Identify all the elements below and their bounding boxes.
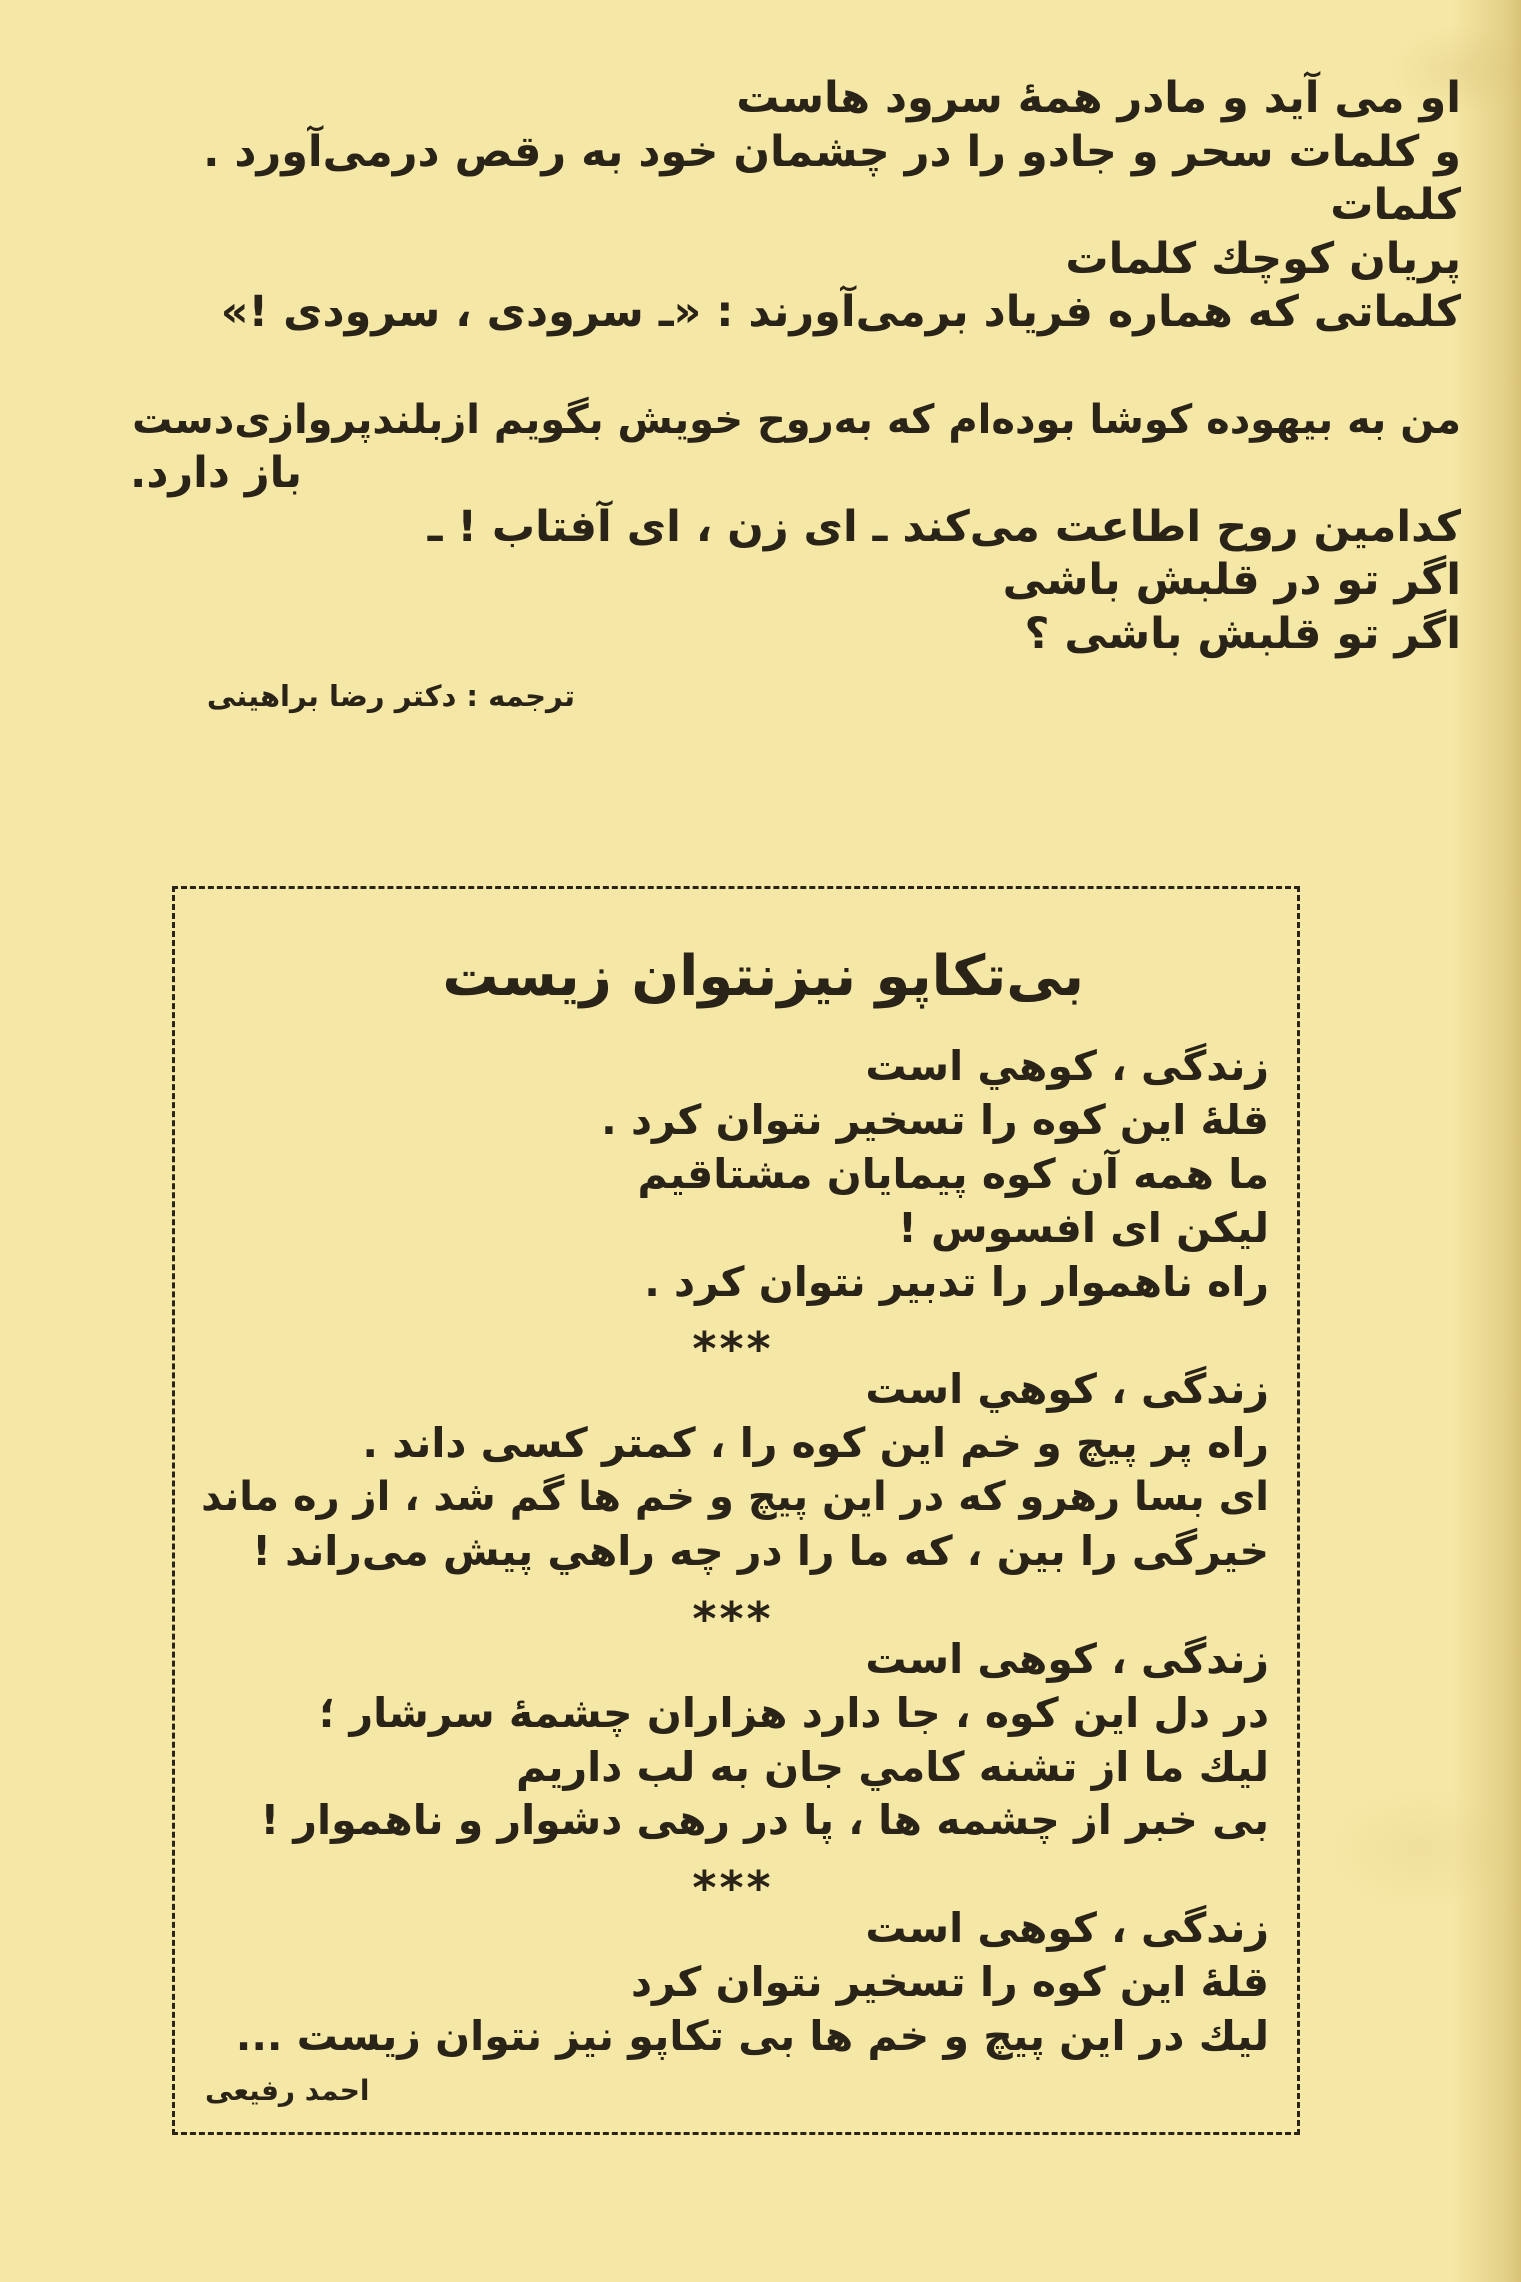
intro-line: من به بیهوده کوشا بوده‌ام که به‌روح خویش بگویم ازبلندپروازی‌دست	[132, 396, 1461, 443]
stanza-4	[197, 1902, 1269, 2064]
intro-line-runover: باز دارد.	[130, 448, 302, 499]
poem-line: قلهٔ این کوه را تسخیر نتوان کرد .	[601, 1095, 1269, 1144]
poem-line: ای بسا رهرو که در این پیچ و خم ها گم شد ، از ره ماند	[201, 1474, 1269, 1521]
intro-line: کلماتی که هماره فریاد برمی‌آورند : «ـ سرودی ، سرودی !»	[220, 287, 1461, 338]
poem-line: لیك ما از تشنه کامي جان به لب داریم	[516, 1742, 1269, 1791]
poem-line: زندگی ، کوهي است	[865, 1365, 1269, 1414]
poem-body	[197, 1040, 1269, 2118]
poem-line: زندگی ، کوهی است	[865, 1904, 1269, 1953]
poem-box	[172, 886, 1300, 2135]
poem-line: لیك در این پیچ و خم ها بی تکاپو نیز نتوان زیست ...	[235, 2012, 1269, 2061]
intro-line: اگر تو در قلبش باشی	[1002, 555, 1461, 606]
intro-line: کدامین روح اطاعت می‌کند ـ ای زن ، ای آفتاب ! ـ	[427, 501, 1461, 552]
intro-line: او می آید و مادر همهٔ سرود هاست	[736, 73, 1461, 123]
poem-line: زندگی ، کوهی است	[865, 1634, 1269, 1683]
poem-title: بی‌تکاپو نیزنتوان زیست	[442, 944, 1084, 1009]
stanza-separator: ***	[692, 1861, 774, 1916]
poem-line: خیرگی را بین ، که ما را در چه راهي پیش می‌راند !	[252, 1527, 1269, 1576]
poem-author: احمد رفیعی	[205, 2073, 370, 2107]
poem-line: در دل این کوه ، جا دارد هزاران چشمهٔ سرشار ؛	[318, 1688, 1269, 1737]
stanza-separator: ***	[692, 1322, 774, 1377]
poem-line: راه پر پیچ و خم این کوه را ، کمتر کسی داند .	[362, 1419, 1269, 1468]
intro-line: پریان کوچك کلمات	[1065, 233, 1461, 284]
intro-line: و کلمات سحر و جادو را در چشمان خود به رقص درمی‌آورد .	[203, 126, 1461, 177]
poem-line: لیکن ای افسوس !	[898, 1203, 1269, 1252]
stanza-3	[197, 1633, 1269, 1849]
intro-line: کلمات	[1330, 180, 1461, 231]
poem-line: راه ناهموار را تدبیر نتوان کرد .	[644, 1257, 1269, 1306]
stanza-2	[197, 1363, 1269, 1579]
poem-line: بی خبر از چشمه ها ، پا در رهی دشوار و ناهموار !	[260, 1796, 1269, 1845]
poem-line: زندگی ، کوهي است	[865, 1042, 1269, 1090]
stanza-1	[197, 1040, 1269, 1309]
poem-line: قلهٔ این کوه را تسخیر نتوان کرد	[630, 1958, 1269, 2007]
stanza-separator: ***	[692, 1591, 774, 1646]
intro-paragraph-1	[130, 72, 1461, 340]
poem-line: ما همه آن کوه پیمایان مشتاقیم	[637, 1149, 1269, 1198]
intro-poem	[130, 72, 1461, 662]
intro-paragraph-2	[130, 394, 1461, 662]
translator-credit: ترجمه : دکتر رضا براهینی	[206, 679, 575, 713]
intro-line: اگر تو قلبش باشی ؟	[1024, 608, 1461, 659]
